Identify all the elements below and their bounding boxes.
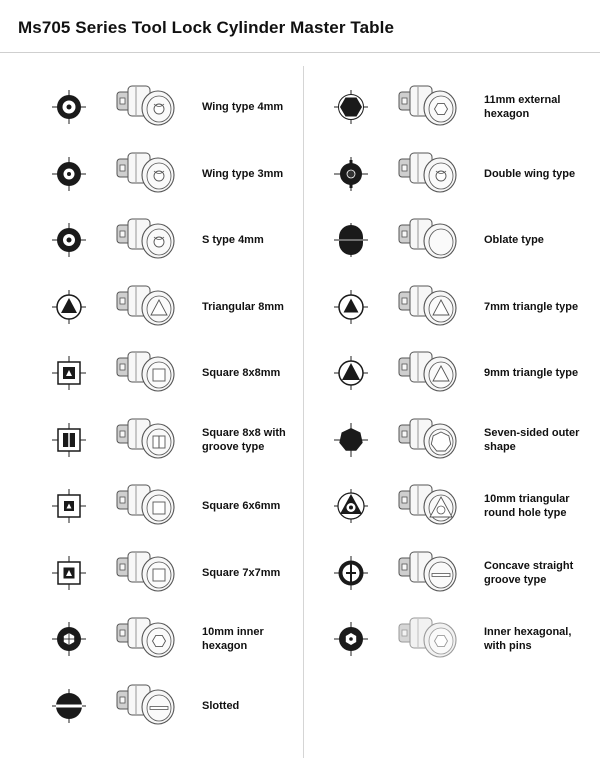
cylinder-type-label: 7mm triangle type (484, 300, 579, 313)
table-row (326, 409, 586, 476)
cylinder-type-label: 10mm triangular round hole type (484, 493, 570, 519)
lock-cylinder-image (114, 544, 178, 602)
concave-groove-icon (334, 556, 368, 590)
wing-3mm-icon (52, 157, 86, 191)
page-title: Ms705 Series Tool Lock Cylinder Master Table (18, 18, 395, 37)
square-7x7-icon (52, 556, 86, 590)
lock-cylinder-image (114, 411, 178, 469)
cylinder-type-label: Square 6x6mm (202, 500, 281, 512)
slotted-icon (52, 689, 86, 723)
table-row (326, 276, 586, 343)
external-hexagon-11mm-icon (334, 90, 368, 124)
wing-4mm-icon (52, 90, 86, 124)
lock-cylinder-image (114, 477, 178, 535)
lock-cylinder-image (396, 344, 460, 402)
square-6x6-icon (52, 489, 86, 523)
lock-cylinder-image (396, 78, 460, 136)
cylinder-type-label: Wing type 4mm (202, 101, 284, 113)
lock-cylinder-image (396, 211, 460, 269)
lock-cylinder-image (396, 544, 460, 602)
lock-cylinder-image (396, 278, 460, 336)
square-8x8-icon (52, 356, 86, 390)
table-row (326, 76, 586, 143)
table-row (44, 475, 304, 542)
cylinder-type-label: Square 8x8 with groove type (202, 426, 286, 453)
lock-cylinder-image (114, 278, 178, 336)
cylinder-type-label: Square 7x7mm (202, 566, 281, 579)
lock-cylinder-image (114, 344, 178, 402)
cylinder-type-label: Oblate type (484, 234, 544, 246)
triangle-9mm-icon (334, 356, 368, 390)
table-row (44, 409, 304, 476)
table-row (326, 475, 586, 542)
cylinder-type-label: 9mm triangle type (484, 367, 579, 379)
cylinder-type-label: Seven-sided outer shape (484, 426, 580, 453)
cylinder-type-label: Wing type 3mm (202, 167, 284, 180)
lock-cylinder-image (114, 677, 178, 735)
inner-hexagonal-pins-icon (334, 622, 368, 656)
table-row (44, 608, 304, 675)
table-row (326, 608, 586, 675)
right-column (326, 76, 586, 675)
square-8x8-groove-icon (52, 423, 86, 457)
table-row (44, 675, 304, 742)
lock-cylinder-image (114, 145, 178, 203)
cylinder-type-label: 11mm external hexagon (484, 94, 561, 120)
triangular-round-hole-icon (334, 489, 368, 523)
cylinder-type-label: Slotted (202, 699, 240, 712)
cylinder-type-label: Concave straight groove type (484, 559, 574, 586)
cylinder-type-label: Inner hexagonal, with pins (484, 626, 572, 652)
triangular-8mm-icon (52, 290, 86, 324)
lock-cylinder-image (114, 610, 178, 668)
table-row (326, 209, 586, 276)
table-row (44, 76, 304, 143)
lock-cylinder-image (396, 145, 460, 203)
table-row (326, 342, 586, 409)
lock-cylinder-image (114, 211, 178, 269)
table-row (326, 143, 586, 210)
cylinder-type-label: S type 4mm (202, 234, 264, 246)
lock-cylinder-image (396, 477, 460, 535)
oblate-icon (334, 223, 368, 257)
table-row (44, 209, 304, 276)
lock-cylinder-image (396, 411, 460, 469)
lock-cylinder-image (114, 78, 178, 136)
cylinder-type-label: Double wing type (484, 167, 576, 180)
table-row (44, 542, 304, 609)
lock-cylinder-image (396, 610, 460, 668)
cylinder-type-label: 10mm inner hexagon (202, 626, 264, 652)
cylinder-type-label: Square 8x8mm (202, 367, 281, 379)
double-wing-icon (334, 157, 368, 191)
left-column (44, 76, 304, 741)
table-row (326, 542, 586, 609)
table-row (44, 276, 304, 343)
header-divider (0, 52, 600, 53)
s-type-4mm-icon (52, 223, 86, 257)
table-row (44, 342, 304, 409)
triangle-7mm-icon (334, 290, 368, 324)
cylinder-type-label: Triangular 8mm (202, 300, 284, 313)
inner-hexagon-10mm-icon (52, 622, 86, 656)
seven-sided-icon (334, 423, 368, 457)
table-row (44, 143, 304, 210)
